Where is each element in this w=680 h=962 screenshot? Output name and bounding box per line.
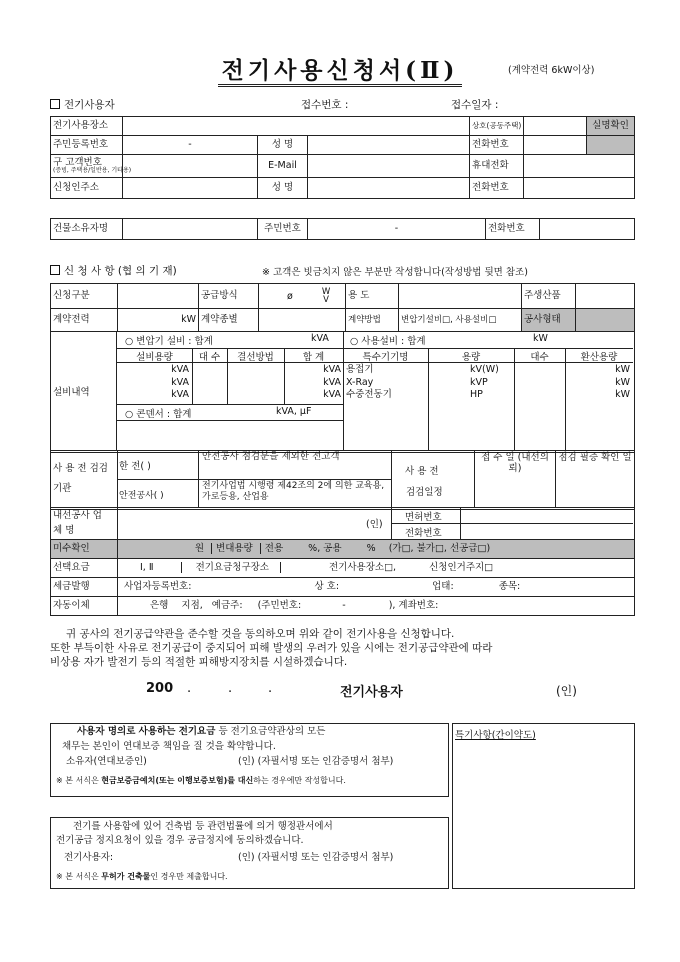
col-device: 특수기기명: [362, 352, 409, 363]
email-field[interactable]: [308, 155, 470, 178]
company-field[interactable]: [524, 117, 587, 136]
address-label: 신청인주소: [51, 178, 123, 199]
col-wiring: 결선방법: [237, 352, 274, 363]
contract-method-label: 계약방법: [346, 309, 399, 332]
contractor-block: [50, 507, 635, 541]
table-row: [51, 219, 635, 240]
signature-dot: .: [228, 681, 233, 696]
col-units: 대수: [530, 352, 549, 363]
owner-rrn-field[interactable]: -: [308, 219, 486, 240]
col-volume: 용량: [461, 352, 481, 363]
suspension-user-seal: (인) (자필서명 또는 인감증명서 첨부): [238, 852, 394, 863]
device-units: kV(W) kVP HP: [470, 364, 499, 400]
inspection-col: [474, 450, 475, 508]
facility-col: [428, 348, 429, 451]
old-customer-field[interactable]: [123, 155, 258, 178]
facility-rule: [117, 404, 343, 405]
product-label: 주생산품: [522, 284, 576, 309]
contract-power-label: 계약전력: [51, 309, 118, 332]
unpaid-row: 원 변대용량 전용 %, 공용 % (가□, 불가□, 선공급□): [118, 540, 635, 559]
phone2-field[interactable]: [524, 178, 635, 199]
address-field[interactable]: [123, 178, 258, 199]
auto-pay-row[interactable]: 은행 지점, 예금주: (주민번호: - ), 계좌번호:: [118, 597, 635, 616]
remarks-box[interactable]: [452, 723, 635, 889]
schedule-label: 검검일정: [406, 487, 443, 498]
inspection-col: [391, 450, 392, 508]
pre-use-label: 사 용 전: [405, 466, 439, 477]
facility-col: [514, 348, 515, 451]
request-type-label: 신청구분: [51, 284, 118, 309]
request-type-field[interactable]: [118, 284, 199, 309]
table-row: [51, 178, 635, 199]
check-date-cell: 점검 필증 확인 일: [558, 452, 632, 463]
agreement-line1: 귀 공사의 전기공급약관을 준수할 것을 동의하오며 위와 같이 전기사용을 신청합니다.: [66, 628, 455, 640]
contract-type-field[interactable]: [259, 309, 346, 332]
device-list: 용접기 X-Ray 수중전동기: [346, 364, 392, 400]
unpaid-label: 미수확인: [51, 540, 118, 559]
suspension-note: ※ 본 서식은 무허가 건축물인 경우만 제출합니다.: [56, 872, 228, 881]
request-table: [50, 283, 635, 332]
col-converted: 환산용량: [580, 352, 618, 363]
supply-field[interactable]: ø W V: [259, 284, 346, 309]
total-units: kVA kVA kVA: [323, 364, 341, 400]
guarantee-note: ※ 본 서식은 현금보증금예치(또는 이행보증보험)를 대신하는 경우에만 작성합니다.: [56, 776, 346, 785]
receipt-date-label: 접수일자 :: [451, 99, 499, 111]
owner-phone-label: 전화번호: [486, 219, 540, 240]
checkbox-icon[interactable]: [50, 99, 60, 109]
auto-pay-label: 자동이체: [51, 597, 118, 616]
inspect-text2: 전기사업법 시행령 제42조의 2에 의한 교육용, 가로등용, 산업용: [202, 481, 385, 502]
receipt-no-label: 접수번호 :: [301, 99, 349, 111]
phone-label: 전화번호: [470, 136, 524, 155]
page-subtitle: (계약전력 6kW이상): [508, 65, 595, 76]
owner-field[interactable]: [123, 219, 258, 240]
contract-type-label: 계약종별: [199, 309, 259, 332]
contract-power-unit: kW: [118, 309, 199, 332]
usage-unit: kW: [533, 333, 548, 344]
table-row: [51, 284, 635, 309]
condenser-unit: kVA, μF: [276, 406, 312, 417]
name2-field[interactable]: [308, 178, 470, 199]
signature-dot: .: [187, 681, 192, 696]
inspect-text1: 안전공사 점검분을 제외한 전고객: [202, 451, 340, 462]
owner-phone-field[interactable]: [540, 219, 635, 240]
inspect-label: 사 용 전 검검기관: [53, 463, 108, 494]
license-label: 면허번호: [405, 512, 442, 523]
signature-label: 전기사용자: [340, 685, 403, 700]
transformer-unit: kVA: [311, 333, 329, 344]
guarantee-line2: 채무는 본인이 연대보증 책임을 질 것을 확약합니다.: [62, 741, 276, 752]
suspension-user: 전기사용자:: [64, 852, 114, 863]
bottom-table: [50, 539, 635, 616]
owner-rrn-label: 주민번호: [258, 219, 308, 240]
usage-total: ○ 사용설비 : 합계: [350, 336, 426, 347]
name-field[interactable]: [308, 136, 470, 155]
remarks-title: 특기사항(간이약도): [455, 730, 536, 741]
email-label: E-Mail: [258, 155, 308, 178]
facility-label: 설비내역: [50, 331, 117, 451]
company-label: 상호(공동주택): [470, 117, 524, 136]
owner-label: 건물소유자명: [51, 219, 123, 240]
applicant-table: [50, 116, 635, 199]
rate-label: 선택요금: [51, 559, 118, 578]
tax-row[interactable]: 사업자등록번호: 상 호: 업태: 종목:: [118, 578, 635, 597]
table-row: [51, 559, 635, 578]
condenser-total: ○ 콘덴서 : 합계: [125, 409, 192, 420]
agreement-line3: 비상용 자가 발전기 등의 적절한 피해방지장치를 시설하겠습니다.: [50, 656, 348, 668]
phone2-label: 전화번호: [470, 178, 524, 199]
purpose-field[interactable]: [399, 284, 522, 309]
id-check-label: 실명확인: [587, 117, 635, 136]
guarantee-line1: 사용자 명의로 사용하는 전기요금 등 전기요금약관상의 모든: [77, 726, 326, 737]
table-row: [51, 597, 635, 616]
work-type-field: [576, 309, 635, 332]
owner-table: [50, 218, 635, 240]
place-label: 전기사용장소: [51, 117, 123, 136]
page-title: 전기사용신청서(Ⅱ): [0, 52, 680, 85]
agreement-line2: 또한 부득이한 사유로 전기공급이 중지되어 피해 발생의 우려가 있을 시에는 전기공급약관에 따라: [50, 642, 493, 654]
work-type-label: 공사형태: [522, 309, 576, 332]
inspection-rule: [117, 479, 391, 480]
table-row: [51, 117, 635, 136]
signature-year: 200: [146, 681, 174, 696]
rrn-label: 주민등록번호: [51, 136, 123, 155]
table-row: [51, 540, 635, 559]
inspection-col: [555, 450, 556, 508]
capacity-units: kVA kVA kVA: [171, 364, 189, 400]
old-customer-label: 구 고객번호 (증빙, 주택용/일반용, 기타용): [51, 155, 123, 178]
place-field[interactable]: [123, 117, 470, 136]
inspect-safety[interactable]: 안전공사( ): [119, 491, 164, 501]
table-row: [51, 309, 635, 332]
signature-dot: .: [268, 681, 273, 696]
guarantee-owner-seal: (인) (자필서명 또는 인감증명서 첨부): [238, 756, 394, 767]
suspension-line1: 전기를 사용함에 있어 건축법 등 관련법률에 의거 행정관서에서: [73, 821, 333, 832]
col-total: 합 계: [302, 352, 325, 363]
table-row: [51, 155, 635, 178]
contractor-col: [117, 507, 118, 539]
transformer-total: ○ 변압기 설비 : 합계: [125, 336, 213, 347]
contractor-seal: (인): [366, 519, 383, 530]
section-request: 신 청 사 항 (협 의 기 재): [50, 263, 177, 278]
name2-label: 성 명: [258, 178, 308, 199]
rrn-field[interactable]: -: [123, 136, 258, 155]
mobile-label: 휴대전화: [470, 155, 524, 178]
name-label: 성 명: [258, 136, 308, 155]
signature-seal: (인): [556, 684, 577, 698]
section-applicant: 전기사용자: [50, 97, 115, 112]
purpose-label: 용 도: [346, 284, 399, 309]
supply-label: 공급방식: [199, 284, 259, 309]
receipt-date-cell: 접 수 일 (내선의뢰): [481, 452, 549, 474]
phone-field[interactable]: [524, 136, 587, 155]
col-count: 대 수: [198, 352, 221, 363]
contractor-label: 내선공사 업 체 명: [53, 510, 102, 536]
inspect-kepco[interactable]: 한 전( ): [119, 461, 151, 472]
rate-row[interactable]: Ⅰ, Ⅱ 전기요금청구장소 전기사용장소□, 신청인거주지□: [118, 559, 635, 578]
id-check-box: [587, 136, 635, 155]
guarantee-owner: 소유자(연대보증인): [66, 756, 147, 767]
contractor-phone-label: 전화번호: [405, 528, 442, 539]
suspension-line2: 전기공급 정지요청이 있을 경우 공급정지에 동의하겠습니다.: [56, 835, 304, 846]
converted-units: kW kW kW: [615, 364, 630, 400]
contract-method-options[interactable]: 변압기설비□, 사용설비□: [399, 309, 522, 332]
checkbox-icon[interactable]: [50, 265, 60, 275]
facility-rule: [117, 420, 343, 421]
mobile-field[interactable]: [524, 155, 635, 178]
col-capacity: 설비용량: [136, 352, 173, 363]
tax-label: 세금발행: [51, 578, 118, 597]
table-row: [51, 136, 635, 155]
product-field[interactable]: [576, 284, 635, 309]
section-note: ※ 고객은 빗금치지 않은 부분만 작성합니다(작성방법 뒷면 참조): [262, 267, 528, 278]
table-row: [51, 578, 635, 597]
contractor-rule: [391, 523, 633, 524]
